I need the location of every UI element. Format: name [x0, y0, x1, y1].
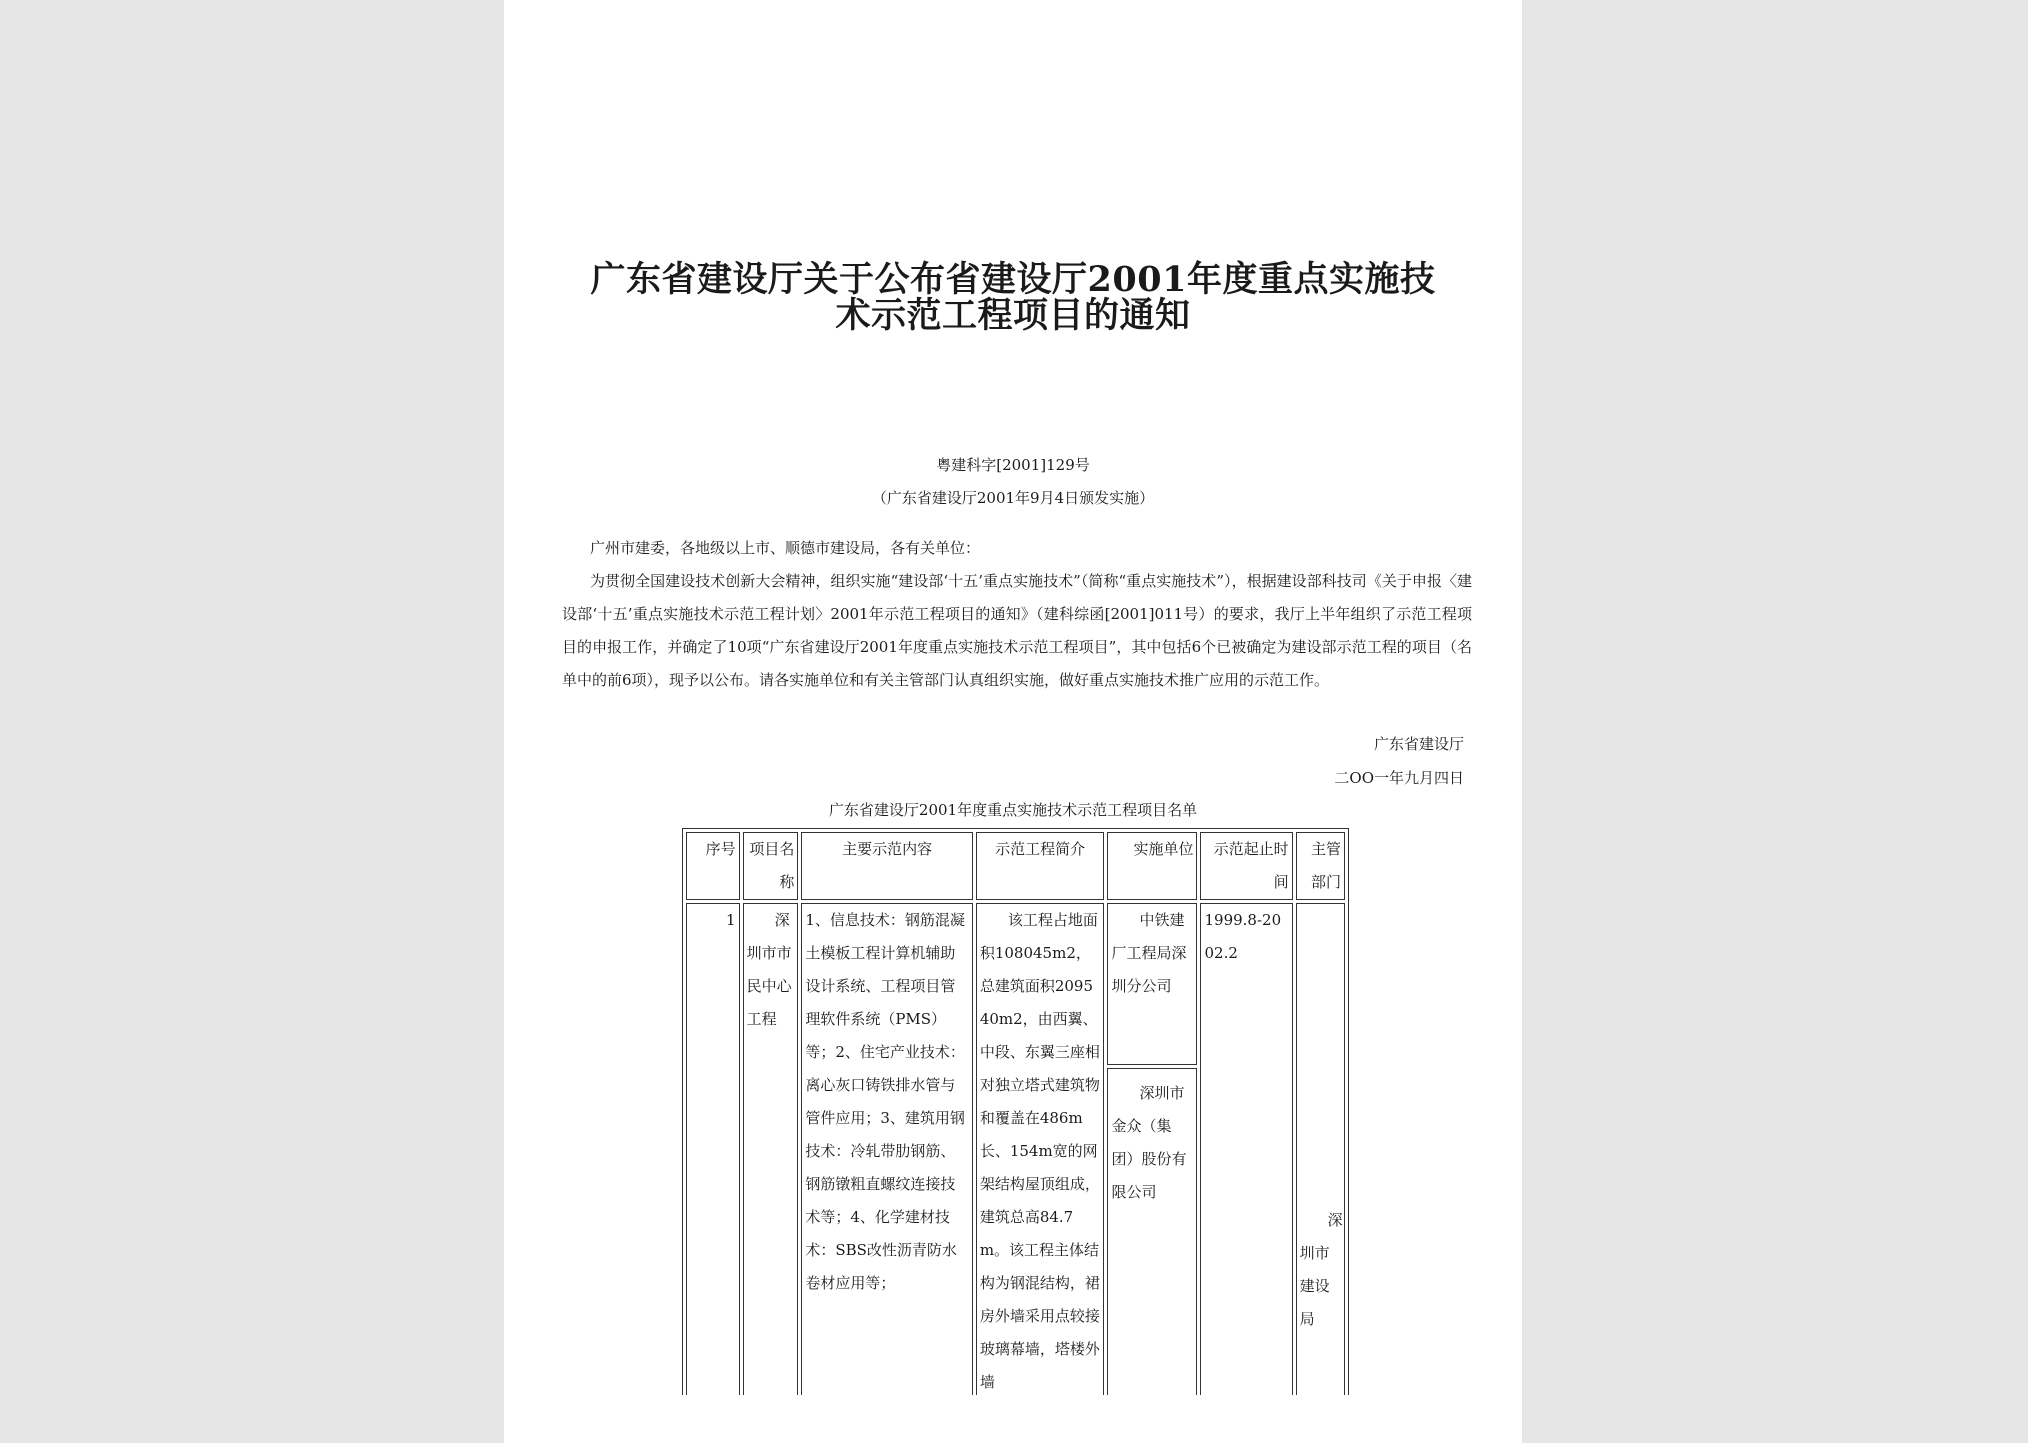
signature-date: 二OO一年九月四日 [1334, 769, 1464, 787]
title-line-2: 术示范工程项目的通知 [835, 295, 1191, 336]
header-content: 主要示范内容 [801, 832, 973, 900]
header-no: 序号 [686, 832, 740, 900]
cell-no: 1 [686, 903, 740, 1395]
signer: 广东省建设厅 [1373, 735, 1464, 753]
document-title [544, 259, 1482, 336]
header-period: 示范起止时间 [1200, 832, 1292, 900]
header-brief: 示范工程简介 [976, 832, 1105, 900]
project-table [682, 828, 1349, 1395]
header-dept: 主管部门 [1296, 832, 1345, 900]
header-unit: 实施单位 [1107, 832, 1197, 900]
title-line-1: 广东省建设厅关于公布省建设厅2001年度重点实施技 [590, 259, 1436, 300]
cell-unit-1: 中铁建厂工程局深圳分公司 [1107, 903, 1197, 1065]
addressee: 广州市建委，各地级以上市、顺德市建设局，各有关单位： [590, 539, 981, 557]
document-number: 粤建科字[2001]129号 [936, 456, 1090, 474]
table-header-row [686, 832, 1345, 900]
cell-brief: 该工程占地面积108045m2，总建筑面积209540m2，由西翼、中段、东翼三座相对独立塔式建筑物和覆盖在486m长、154m宽的网架结构屋顶组成，建筑总高84.7m。该工程主体结构为钢混结构，裙房外墙采用点较接玻璃幕墙，塔楼外墙 [976, 903, 1105, 1395]
table-title: 广东省建设厅2001年度重点实施技术示范工程项目名单 [828, 801, 1198, 819]
cell-name: 深圳市市民中心工程 [743, 903, 799, 1395]
table-row [686, 903, 1345, 1065]
document-page [504, 0, 1522, 1443]
cell-content: 1、信息技术：钢筋混凝土模板工程计算机辅助设计系统、工程项目管理软件系统（PMS）等；2、住宅产业技术：离心灰口铸铁排水管与管件应用；3、建筑用钢技术：冷轧带肋钢筋、钢筋镦粗直螺纹连接技术等；4、化学建材技术：SBS改性沥青防水卷材应用等； [801, 903, 973, 1395]
header-name: 项目名称 [743, 832, 799, 900]
project-table-wrapper [682, 828, 1349, 1395]
cell-unit-2: 深圳市金众（集团）股份有限公司 [1107, 1068, 1197, 1395]
cell-dept: 深圳市建设局 [1296, 903, 1345, 1395]
cell-period: 1999.8-2002.2 [1200, 903, 1292, 1395]
body-paragraph: 为贯彻全国建设技术创新大会精神，组织实施“建设部‘十五’重点实施技术”（简称“重点实施技术”），根据建设部科技司《关于申报〈建设部‘十五’重点实施技术示范工程计划〉2001年示范工程项目的通知》（建科综函[2001]011号）的要求，我厅上半年组织了示范工程项目的申报工作，并确定了10项“广东省建设厅2001年度重点实施技术示范工程项目”，其中包括6个已被确定为建设部示范工程的项目（名单中的前6项），现予以公布。请各实施单位和有关主管部门认真组织实施，做好重点实施技术推广应用的示范工作。 [562, 572, 1472, 689]
issue-note: （广东省建设厅2001年9月4日颁发实施） [871, 489, 1155, 507]
